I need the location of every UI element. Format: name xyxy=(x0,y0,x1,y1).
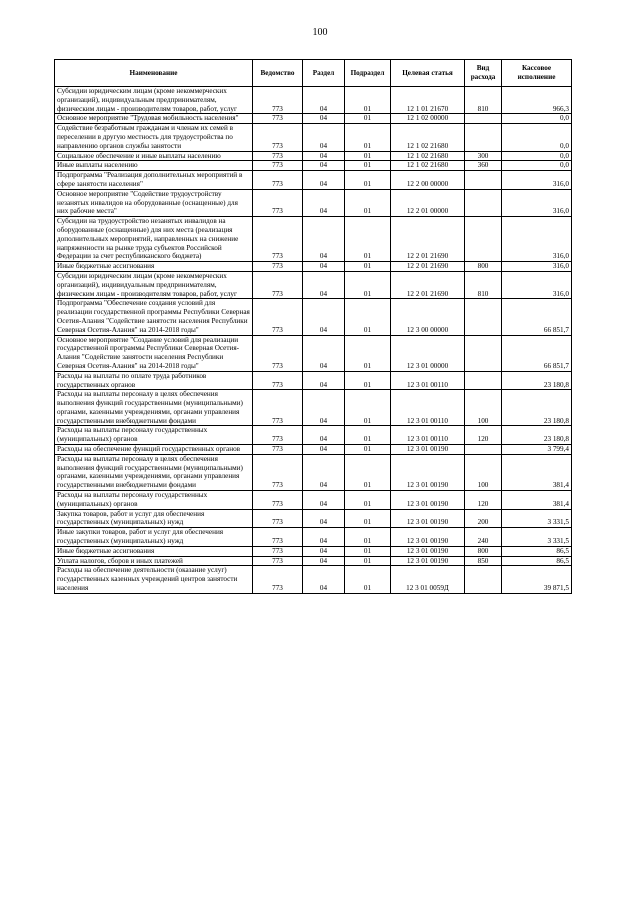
cell-department: 773 xyxy=(253,299,303,335)
cell-section: 04 xyxy=(303,124,345,151)
cell-name: Содействие безработным гражданам и членам их семей в переселении в другую местность для трудоустройства по направлению органов службы занятости xyxy=(55,124,253,151)
cell-subsection: 01 xyxy=(345,566,391,593)
table-row xyxy=(55,161,572,171)
cell-section: 04 xyxy=(303,445,345,455)
header-section: Раздел xyxy=(303,60,345,87)
cell-expense-type: 120 xyxy=(465,426,502,445)
table-row xyxy=(55,124,572,151)
table-row xyxy=(55,217,572,262)
table-row xyxy=(55,262,572,272)
cell-cash-execution: 23 180,8 xyxy=(502,371,572,390)
cell-expense-type: 120 xyxy=(465,491,502,510)
header-expense-type: Вид расхода xyxy=(465,60,502,87)
table-row xyxy=(55,426,572,445)
cell-subsection: 01 xyxy=(345,546,391,556)
cell-section: 04 xyxy=(303,390,345,426)
cell-cash-execution: 3 331,5 xyxy=(502,509,572,528)
cell-name: Расходы на выплаты персоналу государственных (муниципальных) органов xyxy=(55,491,253,510)
cell-cash-execution: 316,0 xyxy=(502,217,572,262)
cell-name: Подпрограмма "Обеспечение создания условий для реализации государственной программы Республики Северная Осетия-Алания "Содействие занятости населения Республики Северная Осетия-Алания" на 2014-2018 годы" xyxy=(55,299,253,335)
cell-subsection: 01 xyxy=(345,445,391,455)
cell-expense-type: 240 xyxy=(465,528,502,547)
cell-department: 773 xyxy=(253,509,303,528)
header-target-article: Целевая статья xyxy=(391,60,465,87)
table-row xyxy=(55,454,572,490)
cell-department: 773 xyxy=(253,335,303,371)
cell-expense-type xyxy=(465,566,502,593)
cell-expense-type xyxy=(465,299,502,335)
table-row xyxy=(55,335,572,371)
cell-name: Расходы на выплаты персоналу государственных (муниципальных) органов xyxy=(55,426,253,445)
cell-target-article: 12 2 01 00000 xyxy=(391,189,465,216)
cell-target-article: 12 2 01 21690 xyxy=(391,271,465,298)
table-row xyxy=(55,390,572,426)
cell-name: Иные выплаты населению xyxy=(55,161,253,171)
cell-cash-execution: 0,0 xyxy=(502,151,572,161)
cell-expense-type: 800 xyxy=(465,262,502,272)
cell-name: Уплата налогов, сборов и иных платежей xyxy=(55,556,253,566)
cell-cash-execution: 316,0 xyxy=(502,189,572,216)
cell-department: 773 xyxy=(253,556,303,566)
cell-target-article: 12 3 01 00190 xyxy=(391,454,465,490)
cell-target-article: 12 3 00 00000 xyxy=(391,299,465,335)
cell-expense-type xyxy=(465,171,502,190)
cell-subsection: 01 xyxy=(345,217,391,262)
cell-subsection: 01 xyxy=(345,528,391,547)
cell-cash-execution: 3 331,5 xyxy=(502,528,572,547)
cell-target-article: 12 3 01 00190 xyxy=(391,528,465,547)
cell-section: 04 xyxy=(303,509,345,528)
cell-department: 773 xyxy=(253,151,303,161)
cell-name: Иные закупки товаров, работ и услуг для обеспечения государственных (муниципальных) нужд xyxy=(55,528,253,547)
cell-section: 04 xyxy=(303,426,345,445)
cell-cash-execution: 316,0 xyxy=(502,171,572,190)
cell-section: 04 xyxy=(303,151,345,161)
cell-subsection: 01 xyxy=(345,390,391,426)
cell-expense-type xyxy=(465,114,502,124)
table-row xyxy=(55,528,572,547)
cell-cash-execution: 23 180,8 xyxy=(502,426,572,445)
cell-subsection: 01 xyxy=(345,426,391,445)
cell-expense-type xyxy=(465,371,502,390)
cell-subsection: 01 xyxy=(345,299,391,335)
cell-section: 04 xyxy=(303,271,345,298)
cell-cash-execution: 66 851,7 xyxy=(502,299,572,335)
cell-name: Расходы на обеспечение деятельности (оказание услуг) государственных казенных учреждений центров занятости населения xyxy=(55,566,253,593)
table-row xyxy=(55,509,572,528)
cell-name: Основное мероприятие "Трудовая мобильность населения" xyxy=(55,114,253,124)
cell-section: 04 xyxy=(303,87,345,114)
header-department: Ведомство xyxy=(253,60,303,87)
cell-expense-type: 810 xyxy=(465,271,502,298)
cell-department: 773 xyxy=(253,171,303,190)
cell-section: 04 xyxy=(303,189,345,216)
cell-section: 04 xyxy=(303,217,345,262)
cell-cash-execution: 316,0 xyxy=(502,262,572,272)
cell-section: 04 xyxy=(303,161,345,171)
cell-section: 04 xyxy=(303,566,345,593)
cell-department: 773 xyxy=(253,390,303,426)
cell-subsection: 01 xyxy=(345,509,391,528)
cell-target-article: 12 3 01 00110 xyxy=(391,426,465,445)
cell-cash-execution: 316,0 xyxy=(502,271,572,298)
cell-department: 773 xyxy=(253,114,303,124)
table-row xyxy=(55,151,572,161)
cell-name: Расходы на выплаты по оплате труда работников государственных органов xyxy=(55,371,253,390)
cell-subsection: 01 xyxy=(345,335,391,371)
cell-target-article: 12 2 00 00000 xyxy=(391,171,465,190)
cell-name: Субсидии юридическим лицам (кроме некоммерческих организаций), индивидуальным предпринимателям, физическим лицам - производителям товаров, работ, услуг xyxy=(55,271,253,298)
cell-department: 773 xyxy=(253,454,303,490)
table-row xyxy=(55,87,572,114)
cell-target-article: 12 1 02 00000 xyxy=(391,114,465,124)
cell-target-article: 12 2 01 21690 xyxy=(391,217,465,262)
cell-department: 773 xyxy=(253,124,303,151)
cell-cash-execution: 39 871,5 xyxy=(502,566,572,593)
cell-department: 773 xyxy=(253,528,303,547)
header-name: Наименование xyxy=(55,60,253,87)
cell-target-article: 12 3 01 00190 xyxy=(391,491,465,510)
cell-cash-execution: 0,0 xyxy=(502,124,572,151)
cell-expense-type: 360 xyxy=(465,161,502,171)
cell-expense-type xyxy=(465,189,502,216)
cell-subsection: 01 xyxy=(345,87,391,114)
cell-name: Иные бюджетные ассигнования xyxy=(55,262,253,272)
cell-section: 04 xyxy=(303,454,345,490)
cell-expense-type xyxy=(465,124,502,151)
cell-section: 04 xyxy=(303,491,345,510)
cell-subsection: 01 xyxy=(345,271,391,298)
header-cash-execution: Кассовое исполнение xyxy=(502,60,572,87)
cell-cash-execution: 86,5 xyxy=(502,556,572,566)
cell-section: 04 xyxy=(303,114,345,124)
cell-expense-type: 100 xyxy=(465,454,502,490)
cell-cash-execution: 86,5 xyxy=(502,546,572,556)
cell-cash-execution: 66 851,7 xyxy=(502,335,572,371)
cell-expense-type: 810 xyxy=(465,87,502,114)
cell-target-article: 12 3 01 00110 xyxy=(391,390,465,426)
table-row xyxy=(55,546,572,556)
cell-section: 04 xyxy=(303,335,345,371)
cell-cash-execution: 3 799,4 xyxy=(502,445,572,455)
cell-subsection: 01 xyxy=(345,556,391,566)
cell-subsection: 01 xyxy=(345,454,391,490)
cell-subsection: 01 xyxy=(345,124,391,151)
cell-section: 04 xyxy=(303,299,345,335)
table-row xyxy=(55,299,572,335)
cell-subsection: 01 xyxy=(345,161,391,171)
table-row xyxy=(55,189,572,216)
cell-cash-execution: 381,4 xyxy=(502,454,572,490)
cell-target-article: 12 3 01 00190 xyxy=(391,556,465,566)
cell-target-article: 12 2 01 21690 xyxy=(391,262,465,272)
cell-target-article: 12 1 02 21680 xyxy=(391,161,465,171)
cell-name: Социальное обеспечение и иные выплаты населению xyxy=(55,151,253,161)
cell-section: 04 xyxy=(303,546,345,556)
table-row xyxy=(55,445,572,455)
cell-cash-execution: 0,0 xyxy=(502,161,572,171)
budget-table xyxy=(54,59,572,594)
cell-department: 773 xyxy=(253,217,303,262)
table-row xyxy=(55,171,572,190)
cell-target-article: 12 3 01 00000 xyxy=(391,335,465,371)
cell-department: 773 xyxy=(253,445,303,455)
cell-subsection: 01 xyxy=(345,171,391,190)
cell-department: 773 xyxy=(253,189,303,216)
cell-name: Субсидии на трудоустройство незанятых инвалидов на оборудованные (оснащенные) для них места (реализация дополнительных мероприятий, направленных на снижение напряженности на рынке труда субъектов Российской Федерации за счет республиканского бюджета) xyxy=(55,217,253,262)
cell-section: 04 xyxy=(303,528,345,547)
cell-target-article: 12 3 01 00190 xyxy=(391,509,465,528)
cell-section: 04 xyxy=(303,371,345,390)
cell-name: Иные бюджетные ассигнования xyxy=(55,546,253,556)
cell-department: 773 xyxy=(253,271,303,298)
cell-subsection: 01 xyxy=(345,151,391,161)
table-row xyxy=(55,271,572,298)
cell-cash-execution: 0,0 xyxy=(502,114,572,124)
cell-department: 773 xyxy=(253,566,303,593)
cell-subsection: 01 xyxy=(345,189,391,216)
cell-name: Расходы на выплаты персоналу в целях обеспечения выполнения функций государственными (муниципальными) органами, казенными учреждениями, органами управления государственными внебюджетными фондами xyxy=(55,454,253,490)
cell-subsection: 01 xyxy=(345,491,391,510)
cell-name: Расходы на выплаты персоналу в целях обеспечения выполнения функций государственными (муниципальными) органами, казенными учреждениями, органами управления государственными внебюджетными фондами xyxy=(55,390,253,426)
cell-name: Основное мероприятие "Создание условий для реализации государственной программы Республики Северная Осетия-Алания "Содействие занятости населения Республики Северная Осетия-Алания" на 2014-2018 годы" xyxy=(55,335,253,371)
cell-department: 773 xyxy=(253,371,303,390)
cell-subsection: 01 xyxy=(345,371,391,390)
cell-cash-execution: 966,3 xyxy=(502,87,572,114)
header-subsection: Подраздел xyxy=(345,60,391,87)
cell-section: 04 xyxy=(303,262,345,272)
cell-target-article: 12 3 01 0059Д xyxy=(391,566,465,593)
cell-department: 773 xyxy=(253,426,303,445)
table-header-row xyxy=(55,60,572,87)
cell-expense-type xyxy=(465,445,502,455)
cell-expense-type: 800 xyxy=(465,546,502,556)
cell-department: 773 xyxy=(253,161,303,171)
table-row xyxy=(55,491,572,510)
cell-target-article: 12 1 01 21670 xyxy=(391,87,465,114)
table-row xyxy=(55,566,572,593)
cell-department: 773 xyxy=(253,87,303,114)
cell-department: 773 xyxy=(253,491,303,510)
cell-name: Субсидии юридическим лицам (кроме некоммерческих организаций), индивидуальным предпринимателям, физическим лицам - производителям товаров, работ, услуг xyxy=(55,87,253,114)
cell-target-article: 12 3 01 00110 xyxy=(391,371,465,390)
cell-expense-type: 850 xyxy=(465,556,502,566)
cell-name: Подпрограмма "Реализация дополнительных мероприятий в сфере занятости населения" xyxy=(55,171,253,190)
table-row xyxy=(55,371,572,390)
cell-target-article: 12 3 01 00190 xyxy=(391,546,465,556)
cell-target-article: 12 1 02 21680 xyxy=(391,151,465,161)
cell-section: 04 xyxy=(303,171,345,190)
cell-name: Основное мероприятие "Содействие трудоустройству незанятых инвалидов на оборудованные (оснащенные) для них рабочие места" xyxy=(55,189,253,216)
table-body xyxy=(55,87,572,594)
page-number: 100 xyxy=(312,27,328,38)
cell-subsection: 01 xyxy=(345,114,391,124)
cell-expense-type: 300 xyxy=(465,151,502,161)
table-row xyxy=(55,556,572,566)
cell-target-article: 12 1 02 21680 xyxy=(391,124,465,151)
cell-section: 04 xyxy=(303,556,345,566)
cell-cash-execution: 381,4 xyxy=(502,491,572,510)
cell-department: 773 xyxy=(253,262,303,272)
cell-expense-type: 100 xyxy=(465,390,502,426)
table-row xyxy=(55,114,572,124)
cell-name: Закупка товаров, работ и услуг для обеспечения государственных (муниципальных) нужд xyxy=(55,509,253,528)
cell-expense-type: 200 xyxy=(465,509,502,528)
cell-cash-execution: 23 180,8 xyxy=(502,390,572,426)
cell-target-article: 12 3 01 00190 xyxy=(391,445,465,455)
cell-department: 773 xyxy=(253,546,303,556)
cell-expense-type xyxy=(465,217,502,262)
cell-name: Расходы на обеспечение функций государственных органов xyxy=(55,445,253,455)
cell-expense-type xyxy=(465,335,502,371)
cell-subsection: 01 xyxy=(345,262,391,272)
